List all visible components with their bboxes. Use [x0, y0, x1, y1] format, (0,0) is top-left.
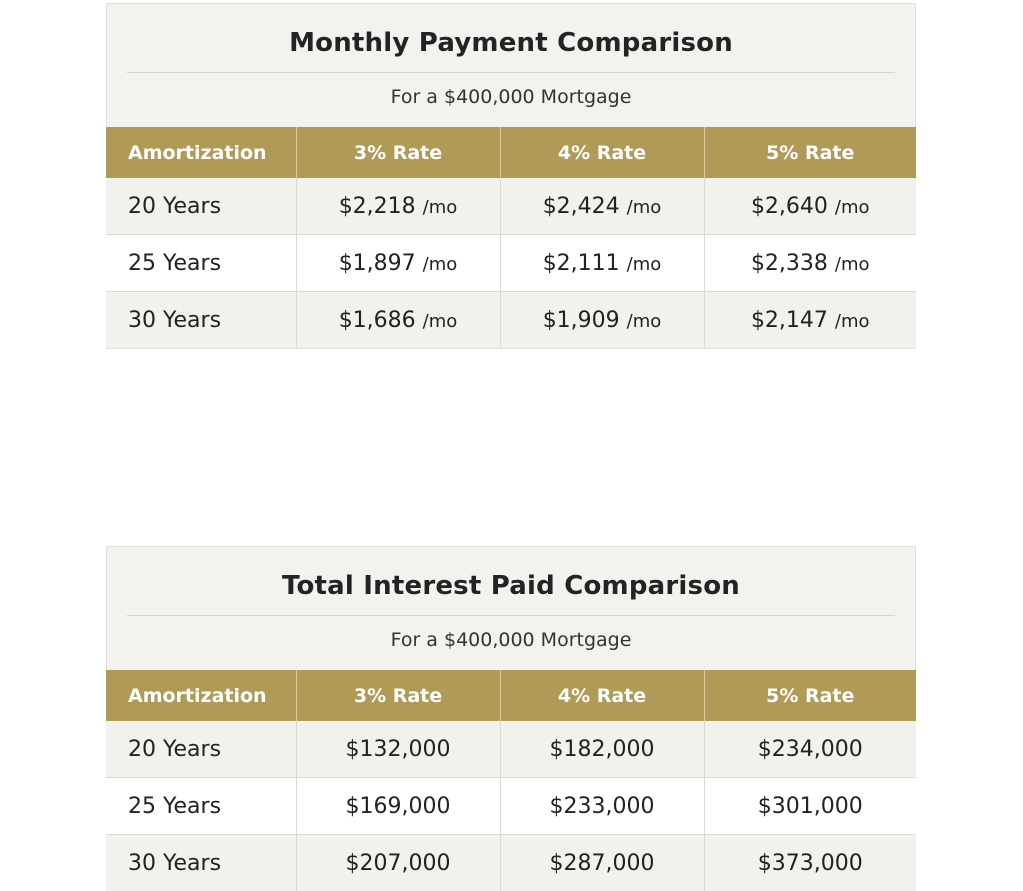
table-row [106, 235, 916, 292]
payment-value: $2,640 [751, 194, 828, 219]
header-3-rate: 3% Rate [296, 127, 500, 178]
card-header [107, 4, 915, 127]
payment-value: $1,897 [339, 251, 416, 276]
unit-label: /mo [423, 254, 458, 275]
term-cell: 25 Years [106, 235, 296, 292]
unit-label: /mo [423, 197, 458, 218]
payment-cell [296, 235, 500, 292]
table-row [106, 178, 916, 235]
table-row [106, 778, 916, 835]
interest-cell: $234,000 [704, 721, 916, 778]
payment-cell [296, 292, 500, 349]
interest-cell: $301,000 [704, 778, 916, 835]
interest-cell: $373,000 [704, 835, 916, 891]
term-cell: 20 Years [106, 721, 296, 778]
card-subtitle: For a $400,000 Mortgage [107, 86, 915, 108]
header-5-rate: 5% Rate [704, 670, 916, 721]
payment-value: $2,147 [751, 308, 828, 333]
unit-label: /mo [423, 311, 458, 332]
table-header-row [106, 127, 916, 178]
unit-label: /mo [627, 197, 662, 218]
payment-value: $2,424 [543, 194, 620, 219]
payment-cell [704, 292, 916, 349]
term-cell: 30 Years [106, 835, 296, 891]
interest-cell: $132,000 [296, 721, 500, 778]
table-header-row [106, 670, 916, 721]
payment-cell [296, 178, 500, 235]
header-4-rate: 4% Rate [500, 670, 704, 721]
term-cell: 30 Years [106, 292, 296, 349]
payment-cell [500, 178, 704, 235]
unit-label: /mo [627, 311, 662, 332]
payment-value: $1,686 [339, 308, 416, 333]
unit-label: /mo [835, 311, 870, 332]
monthly-payment-card [106, 3, 916, 349]
total-interest-table [106, 670, 916, 891]
payment-cell [704, 235, 916, 292]
card-header [107, 547, 915, 670]
header-3-rate: 3% Rate [296, 670, 500, 721]
card-subtitle: For a $400,000 Mortgage [107, 629, 915, 651]
interest-cell: $182,000 [500, 721, 704, 778]
payment-cell [500, 292, 704, 349]
payment-value: $2,338 [751, 251, 828, 276]
card-title: Total Interest Paid Comparison [107, 571, 915, 601]
unit-label: /mo [627, 254, 662, 275]
payment-value: $1,909 [543, 308, 620, 333]
term-cell: 20 Years [106, 178, 296, 235]
table-row [106, 835, 916, 891]
header-amortization: Amortization [106, 670, 296, 721]
payment-cell [704, 178, 916, 235]
payment-value: $2,111 [543, 251, 620, 276]
unit-label: /mo [835, 254, 870, 275]
card-title: Monthly Payment Comparison [107, 28, 915, 58]
unit-label: /mo [835, 197, 870, 218]
payment-cell [500, 235, 704, 292]
interest-cell: $207,000 [296, 835, 500, 891]
interest-cell: $169,000 [296, 778, 500, 835]
header-5-rate: 5% Rate [704, 127, 916, 178]
term-cell: 25 Years [106, 778, 296, 835]
payment-value: $2,218 [339, 194, 416, 219]
total-interest-card [106, 546, 916, 890]
header-amortization: Amortization [106, 127, 296, 178]
interest-cell: $233,000 [500, 778, 704, 835]
table-row [106, 721, 916, 778]
header-4-rate: 4% Rate [500, 127, 704, 178]
interest-cell: $287,000 [500, 835, 704, 891]
title-divider [127, 72, 895, 73]
monthly-payment-table [106, 127, 916, 348]
title-divider [127, 615, 895, 616]
table-row [106, 292, 916, 349]
